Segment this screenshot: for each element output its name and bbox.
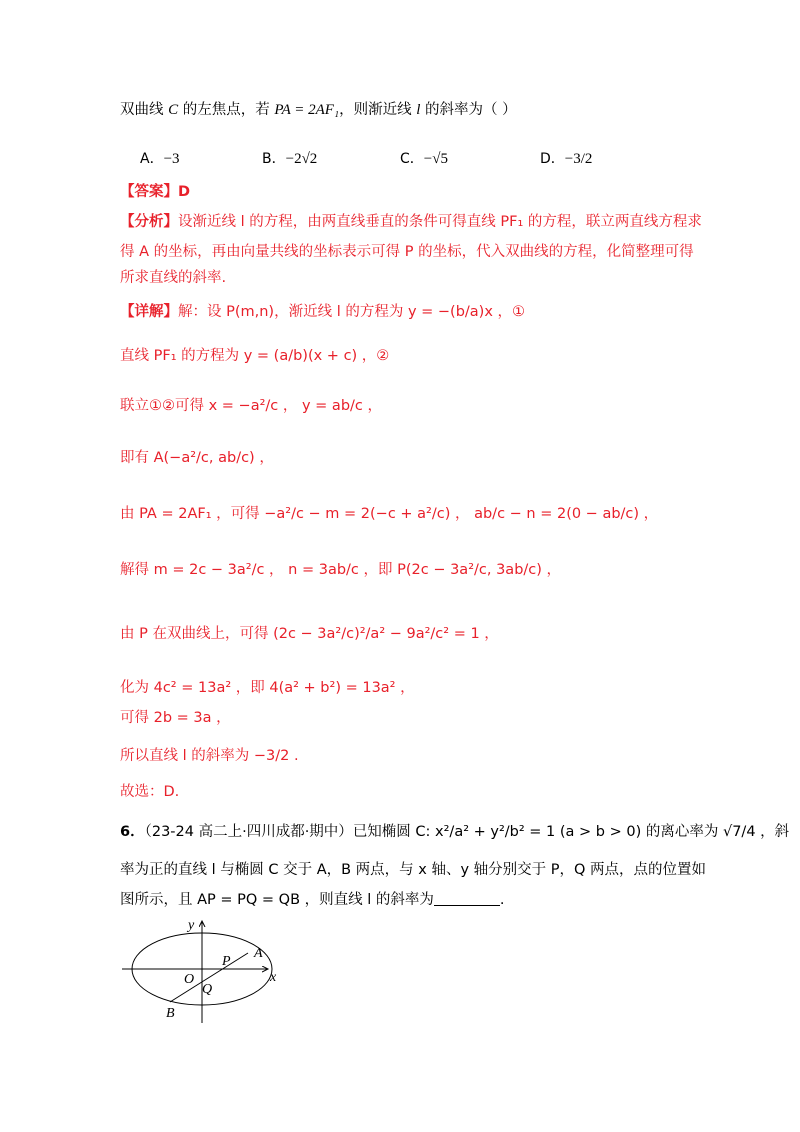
detail-step-10: 所以直线 l 的斜率为 −3/2 . [120,748,299,764]
detail-step-7: 由 P 在双曲线上，可得 (2c − 3a²/c)²/a² − 9a²/c² = 1 ， [120,626,499,642]
label-O: O [184,972,195,987]
question-source: （23-24 高二上·四川成都·期中） [144,824,353,840]
detail-label: 【详解】 [120,304,178,320]
analysis-line-3: 所求直线的斜率. [120,270,227,286]
label-y: y [188,918,195,933]
analysis-line-1: 【分析】设渐近线 l 的方程，由两直线垂直的条件可得直线 PF₁ 的方程，联立两直线方程求 [120,214,702,230]
question6-line-1: 6．（23-24 高二上·四川成都·期中）已知椭圆 C: x²/a² + y²/b² = 1 (a > b > 0) 的离心率为 √7/4 ，斜 [120,824,790,840]
option-b: B．−2√2 [262,151,318,167]
option-a: A．−3 [140,151,180,167]
detail-step-5: 由 PA = 2AF₁ ，可得 −a²/c − m = 2(−c + a²/c) ， ab/c − n = 2(0 − ab/c) ， [120,506,659,522]
label-A: A [254,946,263,961]
analysis-label: 【分析】 [120,214,178,230]
detail-step-8: 化为 4c² = 13a² ，即 4(a² + b²) = 13a² ， [120,680,415,696]
answer-value: D [178,184,191,200]
answer-line [120,182,190,202]
label-B: B [166,1006,175,1021]
question-text: 双曲线 C 的左焦点，若 PA = 2AF₁，则渐近线 l 的斜率为（ ） [120,102,517,118]
option-c: C．−√5 [400,151,448,167]
vector-equation: PA = 2AF₁ [274,102,340,118]
detail-conclusion: 故选：D. [120,784,180,800]
detail-step-2: 直线 PF₁ 的方程为 y = (a/b)(x + c) ，② [120,348,390,364]
detail-step-9: 可得 2b = 3a ， [120,710,231,726]
label-x: x [270,970,277,985]
label-Q: Q [202,982,213,997]
ellipse-figure [118,915,298,1025]
question6-line-2: 率为正的直线 l 与椭圆 C 交于 A，B 两点，与 x 轴、y 轴分别交于 P，Q 两点，点的位置如 [120,862,707,878]
var-C: C [168,102,179,118]
question-number: 6． [120,824,145,840]
detail-step-3: 联立①②可得 x = −a²/c ， y = ab/c ， [120,398,382,414]
question6-line-3: 图所示，且 AP = PQ = QB ，则直线 l 的斜率为 . [120,892,505,908]
answer-label: 【答案】 [120,184,178,200]
detail-step-6: 解得 m = 2c − 3a²/c ， n = 3ab/c ，即 P(2c − 3a²/c, 3ab/c) ， [120,562,562,578]
detail-step-1: 【详解】解：设 P(m,n)，渐近线 l 的方程为 y = −(b/a)x ，① [120,304,526,320]
label-P: P [222,954,231,969]
analysis-line-2: 得 A 的坐标，再由向量共线的坐标表示可得 P 的坐标，代入双曲线的方程，化简整理可得 [120,244,694,260]
answer-blank [434,891,500,906]
detail-step-4: 即有 A(−a²/c, ab/c) ， [120,450,274,466]
option-d: D．−3/2 [540,151,593,167]
